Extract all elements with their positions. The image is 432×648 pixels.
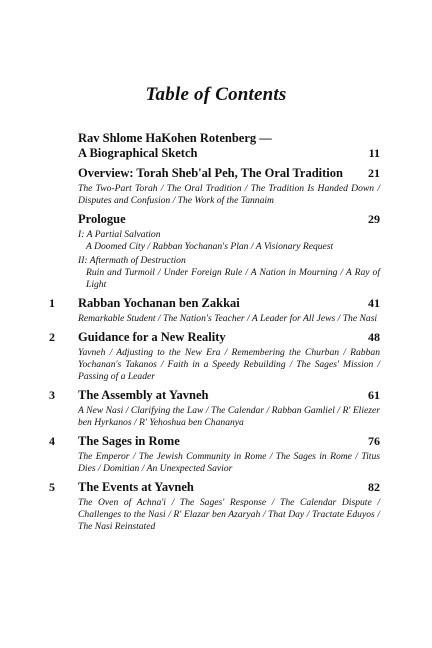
entry-page-number: 21 bbox=[368, 166, 380, 180]
entry-subtopics: The Oven of Achna'i / The Sages' Response / The Calendar Dispute / Challenges to the Nasi / R' Elazar ben Azaryah / That Day / Tractate Eduyos / The Nasi Reinstated bbox=[78, 497, 380, 532]
toc-entry-biography[interactable] bbox=[40, 131, 380, 161]
toc-entry-overview[interactable] bbox=[40, 166, 380, 207]
entry-page-number: 76 bbox=[368, 434, 380, 448]
entry-heading: Overview: Torah Sheb'al Peh, The Oral Tradition bbox=[78, 166, 343, 180]
toc-entry-chapter-2[interactable] bbox=[40, 330, 380, 383]
chapter-number: 4 bbox=[49, 434, 55, 448]
entry-page-number: 61 bbox=[368, 388, 380, 402]
toc-entry-chapter-5[interactable] bbox=[40, 480, 380, 533]
entry-page-number: 48 bbox=[368, 330, 380, 344]
prologue-part-1-items: A Doomed City / Rabban Yochanan's Plan / A Visionary Request bbox=[86, 241, 334, 252]
entry-subtopics: The Two-Part Torah / The Oral Tradition / The Tradition Is Handed Down / Disputes and Confusion / The Work of the Tannaim bbox=[78, 183, 380, 206]
toc-entry-chapter-3[interactable] bbox=[40, 388, 380, 429]
entry-subtopics: Remarkable Student / The Nation's Teacher / A Leader for All Jews / The Nasi bbox=[78, 313, 378, 324]
entry-subtopics: A New Nasi / Clarifying the Law / The Calendar / Rabban Gamliel / R' Eliezer ben Hyrkanos / R' Yehoshua ben Chananya bbox=[78, 405, 380, 428]
entry-heading: Prologue bbox=[78, 212, 126, 226]
entry-heading: The Assembly at Yavneh bbox=[78, 388, 209, 402]
chapter-number: 3 bbox=[49, 388, 55, 402]
chapter-number: 5 bbox=[49, 480, 55, 494]
chapter-number: 2 bbox=[49, 330, 55, 344]
entry-heading: Rabban Yochanan ben Zakkai bbox=[78, 296, 240, 310]
chapter-number: 1 bbox=[49, 296, 55, 310]
prologue-part-2: II: Aftermath of Destruction bbox=[78, 255, 186, 266]
entry-page-number: 11 bbox=[368, 146, 380, 160]
entry-heading-line2: A Biographical Sketch bbox=[78, 146, 198, 160]
toc-entry-chapter-4[interactable] bbox=[40, 434, 380, 475]
toc-list bbox=[40, 131, 380, 538]
entry-heading bbox=[78, 131, 348, 161]
prologue-part-2-items: Ruin and Turmoil / Under Foreign Rule / A Nation in Mourning / A Ray of Light bbox=[86, 267, 380, 290]
entry-subtopics: Yavneh / Adjusting to the New Era / Remembering the Churban / Rabban Yochanan's Takanos / Faith in a Speedy Rebuilding / The Sages' Mission / Passing of a Leader bbox=[78, 347, 380, 382]
prologue-part-1: I: A Partial Salvation bbox=[78, 229, 161, 240]
toc-entry-prologue[interactable] bbox=[40, 212, 380, 291]
toc-entry-chapter-1[interactable] bbox=[40, 296, 380, 325]
entry-heading: The Sages in Rome bbox=[78, 434, 180, 448]
entry-page-number: 82 bbox=[368, 480, 380, 494]
entry-subtopics: The Emperor / The Jewish Community in Rome / The Sages in Rome / Titus Dies / Domitian / An Unexpected Savior bbox=[78, 451, 380, 474]
entry-page-number: 41 bbox=[368, 296, 380, 310]
entry-heading-line1: Rav Shlome HaKohen Rotenberg — bbox=[78, 131, 272, 145]
page-title: Table of Contents bbox=[145, 84, 287, 105]
entry-heading: Guidance for a New Reality bbox=[78, 330, 226, 344]
entry-heading: The Events at Yavneh bbox=[78, 480, 194, 494]
entry-page-number: 29 bbox=[368, 212, 380, 226]
